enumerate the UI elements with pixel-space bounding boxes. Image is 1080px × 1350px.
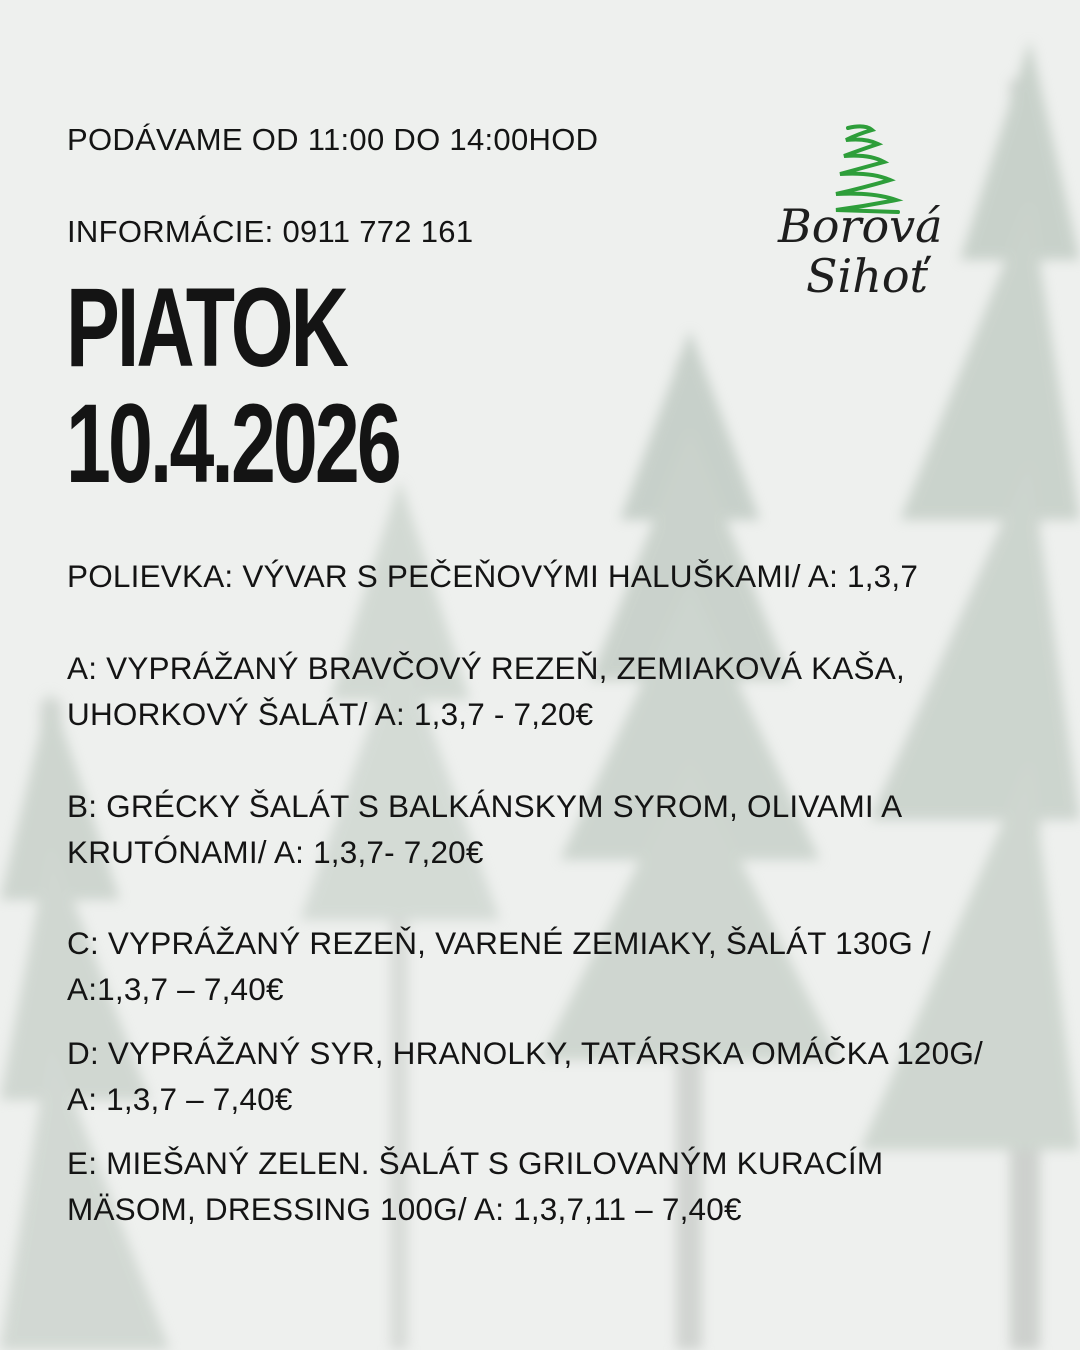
borova-sihot-logo bbox=[770, 120, 960, 310]
menu-item-a: A: VYPRÁŽANÝ BRAVČOVÝ REZEŇ, ZEMIAKOVÁ KAŠA, UHORKOVÝ ŠALÁT/ A: 1,3,7 - 7,20€ bbox=[67, 650, 905, 732]
date-title: 10.4.2026 bbox=[66, 381, 399, 506]
menu-item-e: E: MIEŠANÝ ZELEN. ŠALÁT S GRILOVANÝM KURACÍM MÄSOM, DRESSING 100G/ A: 1,3,7,11 – 7,40€ bbox=[67, 1145, 884, 1227]
logo-line2: Sihoť bbox=[806, 249, 929, 303]
menu-item-b: B: GRÉCKY ŠALÁT S BALKÁNSKYM SYROM, OLIVAMI A KRUTÓNAMI/ A: 1,3,7- 7,20€ bbox=[67, 788, 901, 870]
logo-line1: Borová bbox=[778, 199, 943, 253]
day-title: PIATOK bbox=[66, 265, 346, 390]
menu-item-c: C: VYPRÁŽANÝ REZEŇ, VARENÉ ZEMIAKY, ŠALÁT 130G / A:1,3,7 – 7,40€ bbox=[67, 925, 931, 1007]
info-phone: INFORMÁCIE: 0911 772 161 bbox=[67, 214, 474, 249]
menu-item-soup: POLIEVKA: VÝVAR S PEČEŇOVÝMI HALUŠKAMI/ A: 1,3,7 bbox=[67, 558, 919, 594]
serving-hours: PODÁVAME OD 11:00 DO 14:00HOD bbox=[67, 122, 599, 157]
menu-item-d: D: VYPRÁŽANÝ SYR, HRANOLKY, TATÁRSKA OMÁČKA 120G/ A: 1,3,7 – 7,40€ bbox=[67, 1035, 984, 1117]
